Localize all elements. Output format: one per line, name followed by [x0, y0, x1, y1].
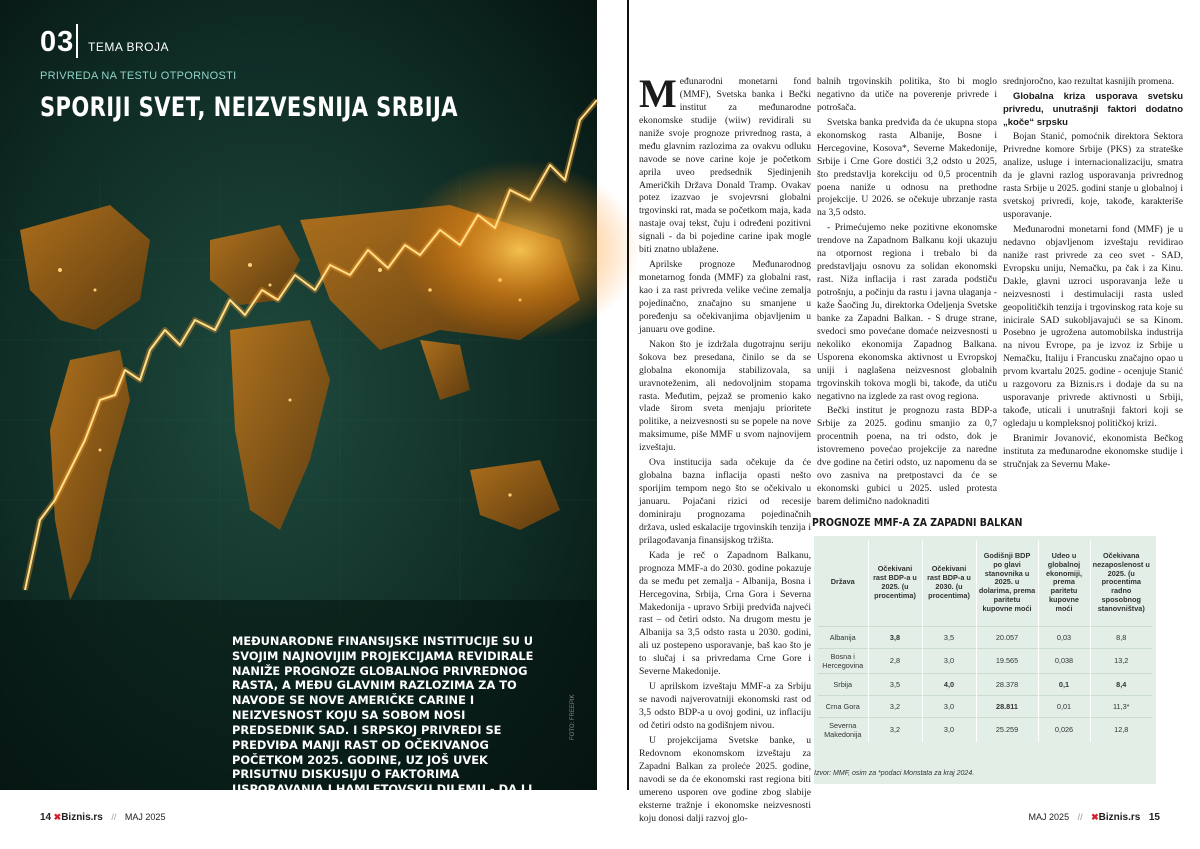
- table-cell: 8,4: [1090, 673, 1152, 695]
- body-column-1: [639, 71, 811, 827]
- paragraph: Aprilske prognoze Međunarodnog monetarnog fonda (MMF) za globalni rast, kao i za rast privreda velike većine zemalja pojedinačno, značajno su smanjene u poređenju sa očekivanjima objavljenim u januaru ove godine.: [639, 259, 811, 335]
- table-cell: Albanija: [818, 626, 868, 648]
- table-cell: 25.259: [976, 717, 1038, 742]
- section-divider: [76, 24, 78, 58]
- table-source-note: Izvor: MMF, osim za *podaci Monstata za kraj 2024.: [814, 770, 975, 777]
- section-subhead: Globalna kriza usporava svetsku privredu, unutrašnji faktori dodatno „koče“ srpsku: [1003, 90, 1183, 128]
- divider: //: [1077, 812, 1083, 822]
- table-row: [818, 673, 1152, 695]
- table-cell: 3,2: [868, 717, 922, 742]
- table-row: [818, 648, 1152, 673]
- section-label: TEMA BROJA: [88, 40, 170, 54]
- table-header: Očekivana nezaposlenost u 2025. (u procentima radno sposobnog stanovništva): [1090, 540, 1152, 626]
- table-cell: 8,8: [1090, 626, 1152, 648]
- brand-logo-icon: ✖: [1091, 812, 1099, 822]
- article-headline: SPORIJI SVET, NEIZVESNIJA SRBIJA: [40, 92, 458, 123]
- paragraph: Međunarodni monetarni fond (MMF) je u nedavno objavljenom izveštaju revidirao naniže rast privrede za ceo svet - SAD, Evropsku uniju, Nemačku, pa čak i za Kinu. Dakle, glavni uzroci usporavanja leže u neizvesnosti i destimulaciji rasta usled geopolitičkih tenzija i trgovinskog rata koje su inicirale SAD sukobljavajući se sa Kinom. Posebno je ugrožena automobilska industrija na nivou Evrope, pa je izvoz iz Srbije u Nemačku, Italiju i Francusku značajno opao u prvom kvartalu 2025. godine - ocenjuje Stanić u razgovoru za Biznis.rs i dodaje da su na usporavanje privrede aktivnosti u Srbiji, takođe, uticali i unutrašnji faktori koji se ogledaju u kompleksnoj političkoj krizi.: [1003, 223, 1183, 429]
- paragraph: srednjoročno, kao rezultat kasnijih promena.: [1003, 76, 1175, 87]
- paragraph: Svetska banka predviđa da će ukupna stopa ekonomskog rasta Albanije, Bosne i Hercegovine, Kosova*, Severne Makedonije, Srbije i Crne Gore dostići 3,2 odsto u 2025, što predstavlja korekciju od 0,5 procentnih poena naniže u odnosu na prethodne projekcije. U 2026. se očekuje ubrzanje rasta na 3,5 odsto.: [817, 116, 997, 219]
- table-header: Udeo u globalnoj ekonomiji, prema paritetu kupovne moći: [1038, 540, 1090, 626]
- paragraph: Bečki institut je prognozu rasta BDP-a Srbije za 2025. godinu smanjio za 0,7 procentnih poena, na tri odsto, dok je istovremeno povećao projekcije za naredne dve godine na četiri odsto, uz napomenu da se ovo zasniva na pretpostavci da će se ekonomski gubici u 2025. usled protesta barem delimično nadoknaditi: [817, 405, 997, 507]
- table-header: Država: [830, 577, 855, 587]
- brand-name: Biznis.rs: [61, 812, 103, 823]
- table-cell: Srbija: [818, 673, 868, 695]
- paragraph: Bojan Stanić, pomoćnik direktora Sektora Privredne komore Srbije (PKS) za strateške analize, usluge i internacionalizaciju, smatra da je glavni razlog usporavanja privrednog rasta Srbije u 2025. godini stanje u globalnoj i svetskoj privredi, koje, takođe, karakteriše usporavanje.: [1003, 131, 1183, 220]
- issue-date: MAJ 2025: [124, 812, 166, 822]
- table-row: [818, 695, 1152, 717]
- table-cell: 28.811: [976, 695, 1038, 717]
- table-cell: 19.565: [976, 648, 1038, 673]
- table-cell: 3,0: [922, 695, 976, 717]
- table-cell: 3,2: [868, 695, 922, 717]
- paragraph: Branimir Jovanović, ekonomista Bečkog instituta za međunarodne ekonomske studije i stručnjak za Severnu Make-: [1003, 432, 1183, 470]
- body-column-2: [817, 76, 997, 511]
- table-cell: 4,0: [922, 673, 976, 695]
- brand-name: Biznis.rs: [1098, 812, 1141, 823]
- table-cell: 20.057: [976, 626, 1038, 648]
- paragraph: balnih trgovinskih politika, što bi moglo negativno da utiče na poverenje privrede i potrošača.: [817, 76, 997, 113]
- article-kicker: PRIVREDA NA TESTU OTPORNOSTI: [40, 70, 237, 82]
- footer-left: [40, 812, 165, 823]
- footer-right: [1029, 812, 1160, 823]
- page-number: 14: [40, 812, 52, 823]
- table-row: [818, 717, 1152, 742]
- table-cell: 28.378: [976, 673, 1038, 695]
- table-cell: 0,03: [1038, 626, 1090, 648]
- table-cell: 0,038: [1038, 648, 1090, 673]
- table-cell: 3,5: [868, 673, 922, 695]
- table-cell: 0,1: [1038, 673, 1090, 695]
- table-cell: Severna Makedonija: [818, 717, 868, 742]
- divider: //: [111, 812, 117, 822]
- paragraph: U projekcijama Svetske banke, u Redovnom ekonomskom izveštaju za Zapadni Balkan za proleće 2025. godine, navodi se da će ekonomski rast regiona biti umereno usporen ove godine zbog slabije eksterne tražnje i ekonomske neizvesnosti koju donosi dalji razvoj glo-: [639, 734, 811, 824]
- imf-forecast-table: [818, 540, 1152, 742]
- table-cell: 2,8: [868, 648, 922, 673]
- paragraph: Ova institucija sada očekuje da će globalna bazna inflacija opasti nešto sporijim tempom nego što se očekivalo u januaru. Pojačani rizici od recesije dominiraju prognozama pojedinačnih država, usled eskalacije trgovinskih tenzija i prilagođavanja finansijskog tržišta.: [639, 457, 811, 546]
- table-cell: Bosna i Hercegovina: [818, 648, 868, 673]
- photo-credit: FOTO: FREEPIK: [570, 694, 576, 740]
- section-number: 03: [40, 26, 75, 58]
- table-header: Godišnji BDP po glavi stanovnika u 2025. u dolarima, prema paritetu kupovne moći: [976, 540, 1038, 626]
- table-header-row: [818, 540, 1152, 626]
- article-lead: MEĐUNARODNE FINANSIJSKE INSTITUCIJE SU U SVOJIM NAJNOVIJIM PROJEKCIJAMA REVIDIRALE NANIŽE PROGNOZE GLOBALNOG PRIVREDNOG RASTA, A MEĐU GLAVNIM RAZLOZIMA ZA TO NAVODE SE NOVE AMERIČKE CARINE I NEIZVESNOST KOJU SA SOBOM NOSI PREDSEDNIK SAD. I SRPSKOJ PRIVREDI SE PREDVIĐA MANJI RAST OD OČEKIVANOG POČETKOM 2025. GODINE, UZ JOŠ UVEK PRISUTNU DISKUSIJU O FAKTORIMA USPORAVANJA I HAMLETOVSKU DILEMU - DA LI JE VEĆI UDEO GLOBALNIH ILI DOMAĆIH NEGATIVNIH ČINILACA?: [232, 634, 534, 826]
- paragraph: Međunarodni monetarni fond (MMF), Svetska banka i Bečki institut za međunarodne ekonomske studije (wiiw) revidirali su naniže svoje prognoze privrednog rasta, a među glavnim razlozima za ovakvu odluku navode se nove carine koje je početkom aprila uveo predsednik Sjedinjenih Američkih Država Donald Tramp. Ovakav potez izazvao je svojevrsni globalni trgovinski rat, mada se početkom maja, kada nastaje ovaj tekst, čuju i određeni pozitivni signali - da bi pojedine carine ipak mogle biti znatno ublažene.: [639, 71, 811, 256]
- table-cell: Crna Gora: [818, 695, 868, 717]
- table-cell: 13,2: [1090, 648, 1152, 673]
- paragraph: U aprilskom izveštaju MMF-a za Srbiju se navodi najverovatniji ekonomski rast od 3,5 odsto BDP-a u ovoj godini, uz inflaciju od četiri odsto na godišnjem nivou.: [639, 681, 811, 731]
- issue-date: MAJ 2025: [1028, 812, 1070, 822]
- table-cell: 0,01: [1038, 695, 1090, 717]
- brand-logo-icon: ✖: [53, 812, 62, 822]
- paragraph: Nakon što je izdržala dugotrajnu seriju šokova bez presedana, činilo se da se globalna ekonomija stabilizovala, sa uravnoteženim, ali nedovoljnim stopama rasta. Međutim, pejzaž se promenio kako vlade širom sveta menjaju prioritete politike, a neizvesnosti su se popele na nove maksimume, piše MMF u svom najnovijem izveštaju.: [639, 338, 811, 454]
- paragraph: - Primećujemo neke pozitivne ekonomske trendove na Zapadnom Balkanu koji ukazuju na otpornost regiona i trebalo bi da predstavljaju osnovu za solidan ekonomski rast. Niža inflacija i rast zarada podstiču potrošnju, a počinju da rastu i javna ulaganja - kaže Šaočing Ju, direktorka Odeljenja Svetske banke za Zapadni Balkan. - S druge strane, svedoci smo povećane domaće neizvesnosti u nekoliko ekonomija Zapadnog Balkana. Usporena ekonomska aktivnost u Evropskoj uniji i naglašena neizvesnost globalnih trgovinskih tokova mogli bi, takođe, da utiču negativno na izglede za rast ovog regiona.: [817, 222, 997, 402]
- page-number: 15: [1148, 812, 1160, 823]
- table-title: PROGNOZE MMF-A ZA ZAPADNI BALKAN: [812, 516, 1023, 529]
- paragraph: Kada je reč o Zapadnom Balkanu, prognoza MMF-a do 2030. godine pokazuje da se među pet zemalja - Albanija, Bosna i Hercegovina, Srbija, Crna Gora i Severna Makedonija - upravo Srbiji predviđa najveći rast – od četiri odsto. Na drugom mestu je Albanija sa 3,5 odsto rasta u 2030. godini, ali uz postepeno usporavanje, baš kao što je to slučaj i sa privredama Crne Gore i Severne Makedonije.: [639, 549, 811, 678]
- body-column-3: [1003, 76, 1183, 474]
- table-cell: 3,5: [922, 626, 976, 648]
- table-header: Očekivani rast BDP-a u 2030. (u procentima): [922, 540, 976, 626]
- table-header: Očekivani rast BDP-a u 2025. (u procentima): [868, 540, 922, 626]
- table-cell: 11,3*: [1090, 695, 1152, 717]
- table-row: [818, 626, 1152, 648]
- table-cell: 0,026: [1038, 717, 1090, 742]
- table-cell: 3,0: [922, 717, 976, 742]
- table-cell: 3,0: [922, 648, 976, 673]
- table-cell: 12,8: [1090, 717, 1152, 742]
- table-cell: 3,8: [868, 626, 922, 648]
- drop-cap: M: [639, 71, 677, 116]
